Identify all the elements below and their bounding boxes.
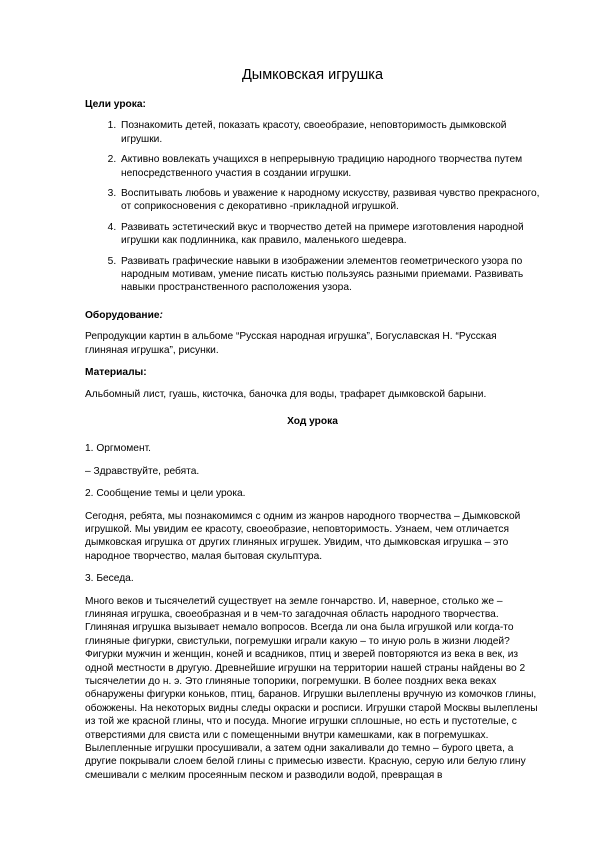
goals-heading: Цели урока:: [85, 99, 146, 110]
lesson-heading: Ход урока: [287, 415, 338, 427]
equipment-text: Репродукции картин в альбоме “Русская народная игрушка”, Богуславская Н. “Русская глиняная игрушка”, рисунки.: [85, 331, 497, 356]
materials-text: Альбомный лист, гуашь, кисточка, баночка для воды, трафарет дымковской барыни.: [85, 388, 487, 400]
step3-title: 3. Беседа.: [85, 573, 134, 585]
equipment-heading-label: Оборудование: [85, 309, 160, 321]
goal-item: 2. Активно вовлекать учащихся в непрерывную традицию народного творчества путем непосредственного участия в создании игрушки.: [119, 153, 540, 180]
step2-text: Сегодня, ребята, мы познакомимся с одним из жанров народного творчества – Дымковской игрушкой. Мы увидим ее красоту, своеобразие, неповторимость. Узнаем, чем отличается дымковская игрушка от других глиняных игрушек. Увидим, что дымковская игрушка – это народное творчество, малая бытовая скульптура.: [85, 510, 521, 562]
goal-item: 4. Развивать эстетический вкус и творчество детей на примере изготовления народной игрушки как подлинника, как правило, маленького шедевра.: [119, 221, 540, 248]
step1-title: 1. Оргмомент.: [85, 443, 151, 455]
equipment-heading-colon: :: [159, 309, 163, 321]
document-title: Дымковская игрушка: [241, 67, 384, 83]
step3-text: Много веков и тысячелетий существует на земле гончарство. И, наверное, столько же – глиняная игрушка, своеобразная и в чем-то загадочная область народного творчества. Глиняная игрушка вызывает немало вопросов. Всегда ли она была игрушкой или когда-то глиняные фигурки, свистульки, погремушки играли какую – то иную роль в жизни людей? Фигурки мужчин и женщин, коней и всадников, птиц и зверей повторяются из века в век, из одной местности в другую. Древнейшие игрушки на территории нашей страны найдены во 2 тысячелетии до н. э. Это глиняные топорики, погремушки. В более поздних века веках обнаружены фигурки коньков, птиц, баранов. Игрушки вылеплены вручную из комочков глины, обожжены. На некоторых видны следы окраски и росписи. Игрушки старой Москвы вылеплены из той же красной глины, что и посуда. Многие игрушки сплошные, но есть и пустотелые, с отверстиями для свиста или с помещенными внутри камешками, как в погремушках. Вылепленные игрушки просушивали, а затем одни закаливали до темно – бурого цвета, а другие покрывали слоем белой глины с примесью извести. Красную, серую или белую глину смешивали с мелким просеянным песком и разводили водой, превращая в: [85, 595, 538, 781]
goals-list: [85, 119, 540, 294]
goal-item: 5. Развивать графические навыки в изображении элементов геометрического узора по народным мотивам, умение писать кистью пользуясь разными приемами. Развивать навыки пространственного расположения узора.: [119, 255, 540, 295]
step1-text: – Здравствуйте, ребята.: [85, 465, 200, 477]
step2-title: 2. Сообщение темы и цели урока.: [85, 488, 246, 500]
materials-heading: Материалы:: [85, 367, 147, 379]
goal-item: 3. Воспитывать любовь и уважение к народному искусству, развивая чувство прекрасного, от соприкосновения с декоративно -прикладной игрушкой.: [119, 187, 540, 214]
equipment-heading: [85, 309, 540, 322]
goal-item: 1. Познакомить детей, показать красоту, своеобразие, неповторимость дымковской игрушки.: [119, 119, 540, 146]
